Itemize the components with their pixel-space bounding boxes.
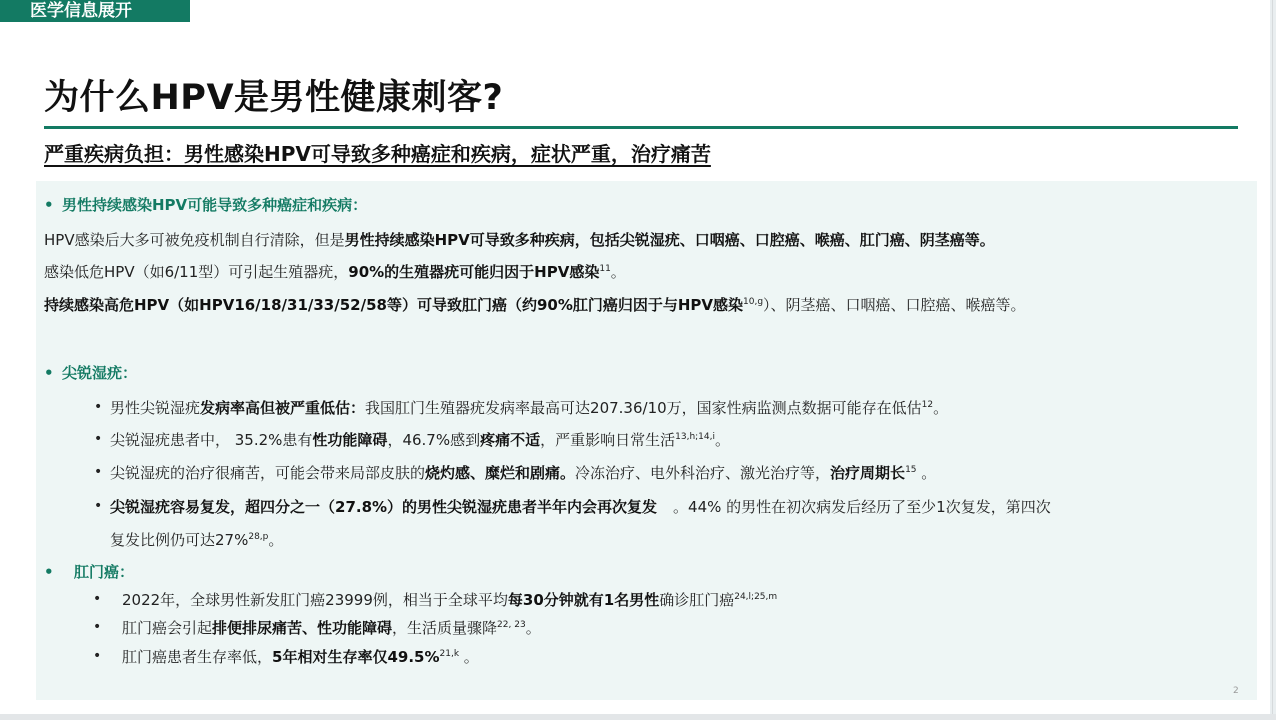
paragraph-low-risk: 感染低危HPV（如6/11型）可引起生殖器疣，90%的生殖器疣可能归因于HPV感染$^{11}$。 — [44, 263, 626, 281]
list-item-warts-recurrence: 尖锐湿疣容易复发，超四分之一（27.8%）的男性尖锐湿疣患者半年内会再次复发 。44% 的男性在初次病发后经历了至少1次复发，第四次 — [110, 498, 1051, 516]
bullet-dot: • — [44, 364, 54, 382]
section-heading-warts: • 尖锐湿疣： — [44, 364, 138, 382]
bottom-scroll-bar — [0, 714, 1276, 720]
list-item-warts-recurrence-cont: 复发比例仍可达27%$^{28,p}$。 — [110, 531, 284, 549]
paragraph-clearance: HPV感染后大多可被免疫机制自行清除，但是男性持续感染HPV可导致多种疾病，包括尖锐湿疣、口咽癌、口腔癌、喉癌、肛门癌、阴茎癌等。 — [44, 231, 995, 249]
bullet-dot: • — [94, 498, 103, 514]
slide-title: 为什么HPV是男性健康刺客? — [44, 78, 504, 118]
list-item-anal-cancer-survival: 肛门癌患者生存率低，5年相对生存率仅49.5%$^{21,k}$ 。 — [122, 648, 479, 666]
list-item-warts-impact: 尖锐湿疣患者中， 35.2%患有性功能障碍，46.7%感到疼痛不适，严重影响日常生活$^{13,h;14,i}$。 — [110, 431, 731, 449]
bullet-dot: • — [93, 619, 102, 635]
title-rule — [44, 126, 1238, 129]
bullet-dot: • — [44, 563, 54, 581]
bullet-dot: • — [94, 431, 103, 447]
bullet-dot: • — [94, 399, 103, 415]
list-item-warts-incidence: 男性尖锐湿疣发病率高但被严重低估：我国肛门生殖器疣发病率最高可达207.36/10万，国家性病监测点数据可能存在低估$^{12}$。 — [110, 399, 949, 417]
bullet-dot: • — [93, 648, 102, 664]
bullet-dot: • — [94, 464, 103, 480]
section-tag: 医学信息展开 — [0, 0, 190, 22]
slide-subtitle: 严重疾病负担：男性感染HPV可导致多种癌症和疾病，症状严重，治疗痛苦 — [44, 142, 711, 166]
section-heading-persistent-infection: • 男性持续感染HPV可能导致多种癌症和疾病： — [44, 196, 368, 214]
page-number: 2 — [1233, 686, 1239, 696]
list-item-anal-cancer-symptoms: 肛门癌会引起排便排尿痛苦、性功能障碍，生活质量骤降$^{22, 23}$。 — [122, 619, 541, 637]
bullet-dot: • — [44, 196, 54, 214]
bullet-dot: • — [93, 591, 102, 607]
list-item-warts-treatment: 尖锐湿疣的治疗很痛苦，可能会带来局部皮肤的烧灼感、糜烂和剧痛。冷冻治疗、电外科治疗、激光治疗等，治疗周期长$^{15}$ 。 — [110, 464, 937, 482]
text-overlay-artifact — [657, 501, 673, 515]
right-edge — [1270, 0, 1276, 720]
paragraph-high-risk: 持续感染高危HPV（如HPV16/18/31/33/52/58等）可导致肛门癌（约90%肛门癌归因于与HPV感染$^{10,g}$）、阴茎癌、口咽癌、口腔癌、喉癌等。 — [44, 296, 1026, 314]
list-item-anal-cancer-incidence: 2022年，全球男性新发肛门癌23999例，相当于全球平均每30分钟就有1名男性确诊肛门癌$^{24,l;25,m}$ — [122, 591, 778, 609]
section-heading-anal-cancer: • 肛门癌： — [44, 563, 135, 581]
